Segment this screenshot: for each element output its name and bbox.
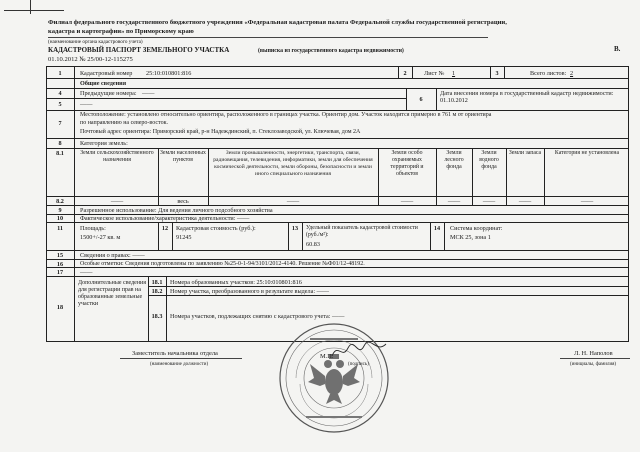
- row5-value: ——: [80, 101, 93, 108]
- cadastral-number-value: 25:10:010801:816: [146, 70, 192, 77]
- cat-divider-2: [208, 148, 209, 205]
- table-border-right: [628, 66, 629, 341]
- org-underline: [48, 37, 488, 38]
- location-line-1: Местоположение: установлено относительно ориентира, расположенного в границах участка. Ориентир дом. Участок находится примерно в 761 м от ориентира: [80, 112, 492, 118]
- signer-position: Заместитель начальника отдела: [132, 350, 218, 357]
- hline-10: [46, 222, 629, 223]
- row7-number: 7: [58, 120, 62, 127]
- official-seal: [276, 320, 392, 436]
- cat-divider-4: [436, 148, 437, 205]
- previous-numbers-label: Предыдущие номера:: [80, 90, 137, 97]
- value-settlements: весь: [177, 198, 189, 205]
- row8-number: 8: [58, 140, 62, 147]
- cat-divider-5: [472, 148, 473, 205]
- row12-number: 12: [161, 225, 169, 232]
- hline-top: [46, 66, 629, 67]
- row10-number: 10: [56, 215, 64, 222]
- value-water: ——: [482, 198, 496, 205]
- document-subtitle: (выписка из государственного кадастра недвижимости): [258, 48, 404, 54]
- row82-number: 8.2: [56, 198, 64, 205]
- value-reserve: ——: [518, 198, 532, 205]
- parcels-to-remove: Номера участков, подлежащих снятию с кадастрового учета: ——: [170, 313, 345, 320]
- value-forest: ——: [447, 198, 461, 205]
- cat-divider-7: [544, 148, 545, 205]
- additional-info-label: Дополнительные сведения для регистрации прав на образованные земельные участки: [78, 280, 147, 307]
- total-sheets-label: Всего листов:: [530, 70, 567, 77]
- general-info-heading: Общие сведения: [80, 80, 127, 87]
- row5-number: 5: [58, 101, 62, 108]
- cadastral-cost-value: 91245: [176, 234, 192, 241]
- row2-number: 2: [403, 70, 407, 77]
- row3-number: 3: [495, 70, 499, 77]
- land-category-label: Категория земель:: [80, 140, 128, 147]
- hline-11: [46, 250, 629, 251]
- allocated-parcel: Номер участка, преобразованного в результате выдела: ——: [170, 288, 329, 295]
- hline-7: [46, 138, 629, 139]
- handwritten-signature: [330, 340, 390, 362]
- org-caption: (наименование органа кадастрового учета): [48, 39, 143, 45]
- cat-divider-1: [158, 148, 159, 205]
- hline-81: [46, 196, 629, 197]
- hline-5: [46, 110, 629, 111]
- category-agricultural: Земли сельскохозяйственного назначения: [80, 150, 154, 163]
- cadastral-number-label: Кадастровый номер: [80, 70, 133, 77]
- category-protected: Земли особо охраняемых территорий и объектов: [390, 150, 424, 177]
- sheet-value: 1: [452, 70, 456, 77]
- date-and-number: 01.10.2012 № 25/00-12-115275: [48, 56, 133, 63]
- hline-17: [46, 276, 629, 277]
- cat-divider-6: [506, 148, 507, 205]
- row183-number: 18.3: [151, 313, 163, 320]
- value-agricultural: ——: [110, 198, 124, 205]
- position-underline: [120, 358, 242, 359]
- name-caption: (инициалы, фамилия): [570, 362, 617, 367]
- corner-mark: [4, 10, 64, 11]
- corner-mark-vertical: [30, 0, 31, 14]
- formed-parcels: Номера образованных участков: 25:10:010801:816: [170, 279, 302, 286]
- previous-numbers-value: ——: [142, 90, 155, 97]
- signer-name: Л. Н. Наполов: [574, 350, 613, 357]
- row9-number: 9: [58, 207, 62, 214]
- special-notes: Особые отметки: Сведения подготовлены по заявлению №25-0-1-94/3101/2012-4140. Решение №Ф01/12-48192.: [80, 261, 365, 267]
- row11-divider-6: [444, 222, 445, 250]
- rights-info: Сведения о правах: ——: [80, 252, 145, 259]
- cat-divider-3: [378, 148, 379, 205]
- hline-8: [46, 148, 629, 149]
- org-line-2: кадастра и картографии» по Приморскому краю: [48, 28, 194, 35]
- specific-cost-value: 60.83: [306, 241, 320, 248]
- category-industry: Земли промышленности, энергетики, транспорта, связи, радиовещания, телевидения, информатики, земли для обеспечения космической деятельности, земли обороны, безопасности и земли иного специального назначения: [213, 150, 373, 177]
- row17-number: 17: [56, 269, 64, 276]
- stamp-label: М.П.: [320, 353, 334, 360]
- row18-hline-1: [148, 286, 629, 287]
- category-water: Земли водного фонда: [479, 150, 499, 170]
- number-column-divider: [74, 66, 75, 341]
- signature-caption: (подпись): [348, 362, 369, 367]
- row6-divider-b: [436, 88, 437, 110]
- category-not-set: Категория не установлена: [554, 150, 620, 156]
- row182-number: 18.2: [151, 288, 163, 295]
- cadastral-cost-label: Кадастровая стоимость (руб.):: [176, 225, 256, 232]
- actual-use: Фактическое использование/характеристика деятельности: ——: [80, 215, 250, 222]
- form-letter: В.: [614, 45, 621, 53]
- row1-divider-d: [504, 66, 505, 78]
- row17-value: ——: [80, 269, 93, 276]
- row1-number: 1: [58, 70, 62, 77]
- org-line-1: Филиал федерального государственного бюджетного учреждения «Федеральная кадастровая палата Федеральной службы государственной регистрации,: [48, 19, 507, 26]
- value-not-set: ——: [580, 198, 594, 205]
- category-settlements: Земли населенных пунктов: [160, 150, 206, 163]
- category-forest: Земли лесного фонда: [444, 150, 464, 170]
- row13-number: 13: [291, 225, 299, 232]
- total-sheets-value: 2: [570, 70, 574, 77]
- sheet-label: Лист №: [424, 70, 445, 77]
- document-title: КАДАСТРОВЫЙ ПАСПОРТ ЗЕМЕЛЬНОГО УЧАСТКА: [48, 46, 230, 54]
- specific-cost-label: Удельный показатель кадастровой стоимости (руб./м²):: [306, 225, 418, 238]
- postal-address: Почтовый адрес ориентира: Приморский край, р-н Надеждинский, п. Стеклозаводской, ул. Ключевая, дом 2А: [80, 129, 361, 135]
- value-protected: ——: [400, 198, 414, 205]
- hline-1: [46, 78, 629, 79]
- row18-number: 18: [56, 304, 64, 311]
- row11-divider-4: [302, 222, 303, 250]
- row11-number: 11: [57, 225, 63, 232]
- row11-divider-2: [172, 222, 173, 250]
- row1-divider-b: [412, 66, 413, 78]
- row15-number: 15: [56, 252, 64, 259]
- coordinate-system-label: Система координат:: [450, 225, 503, 232]
- location-line-2: по направлению на северо-восток.: [80, 120, 168, 126]
- coordinate-system-value: МСК 25, зона 1: [450, 234, 491, 241]
- row18-hline-2: [148, 295, 629, 296]
- row6-number: 6: [419, 96, 423, 103]
- hline-general: [46, 88, 629, 89]
- row14-number: 14: [433, 225, 441, 232]
- row16-number: 16: [56, 261, 64, 268]
- name-underline: [560, 358, 630, 359]
- row81-number: 8.1: [56, 150, 64, 157]
- row181-number: 18.1: [151, 279, 163, 286]
- area-value: 1500+/-27 кв. м: [80, 234, 121, 241]
- position-caption: (наименование должности): [150, 362, 209, 367]
- category-reserve: Земли запаса: [508, 150, 542, 156]
- hline-4: [46, 98, 406, 99]
- hline-15: [46, 259, 629, 260]
- area-label: Площадь:: [80, 225, 106, 232]
- row4-number: 4: [58, 90, 62, 97]
- hline-82: [46, 205, 629, 206]
- registration-date: Дата внесения номера в государственный кадастр недвижимости: 01.10.2012: [440, 90, 614, 104]
- permitted-use: Разрешенное использование: Для ведения личного подсобного хозяйства: [80, 207, 273, 214]
- value-industry: ——: [286, 198, 300, 205]
